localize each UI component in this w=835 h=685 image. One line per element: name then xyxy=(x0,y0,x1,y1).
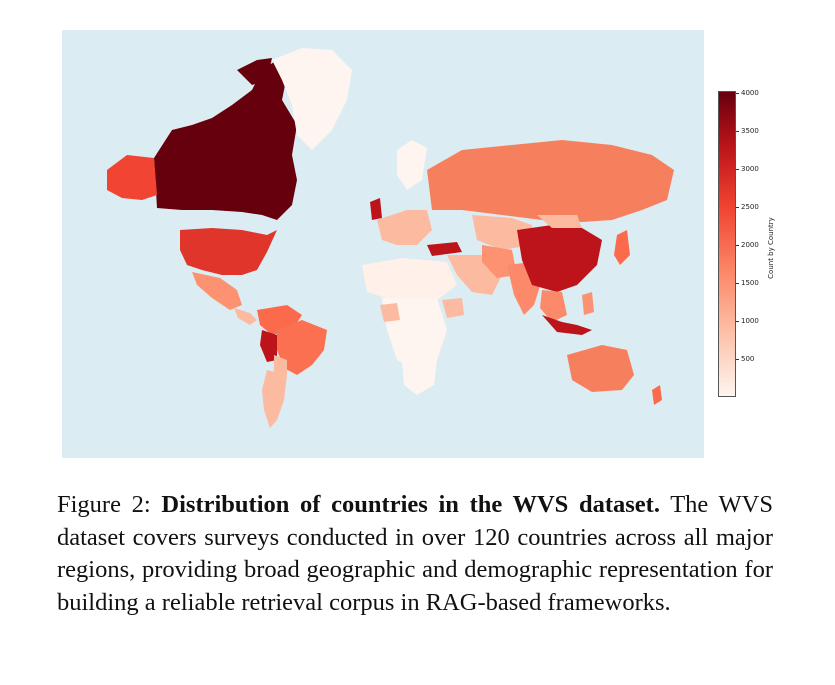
caption-title: Distribution of countries in the WVS dataset. xyxy=(161,491,660,518)
country-turkey xyxy=(427,242,462,256)
country-mexico xyxy=(192,272,242,310)
colorbar-tick: 1500 xyxy=(736,279,759,287)
colorbar-label: Count by Country xyxy=(767,217,775,279)
country-scandinavia xyxy=(397,140,427,190)
caption-body: The WVS dataset covers surveys conducted in over 120 countries across all major regions, providing broad geographic and demographic representation for building a reliable retrieval corpus in RAG-based frameworks. xyxy=(57,491,773,616)
colorbar-tick: 2500 xyxy=(736,203,759,211)
country-ethiopia xyxy=(442,298,464,318)
country-north-africa xyxy=(362,258,457,300)
colorbar-tick: 1000 xyxy=(736,317,759,325)
world-map-panel xyxy=(62,30,704,458)
country-australia xyxy=(567,345,634,392)
caption-prefix: Figure 2: xyxy=(57,491,151,518)
country-japan xyxy=(614,230,630,265)
country-usa xyxy=(180,228,277,275)
country-chile-argentina xyxy=(262,370,287,428)
world-map-svg xyxy=(62,30,704,458)
country-uk xyxy=(370,198,382,220)
country-alaska xyxy=(107,155,157,200)
country-canada xyxy=(154,60,297,220)
colorbar-tick: 2000 xyxy=(736,241,759,249)
country-philippines xyxy=(582,292,594,315)
country-nigeria xyxy=(380,303,400,322)
colorbar xyxy=(718,91,736,397)
country-southern-africa xyxy=(402,360,437,395)
colorbar-tick: 3000 xyxy=(736,165,759,173)
country-europe xyxy=(377,210,432,245)
figure-caption xyxy=(57,489,773,619)
colorbar-tick: 3500 xyxy=(736,127,759,135)
country-indonesia xyxy=(542,315,592,335)
country-mongolia xyxy=(537,215,582,228)
country-central-america xyxy=(234,308,257,325)
country-new-zealand xyxy=(652,385,662,405)
colorbar-tick: 500 xyxy=(736,355,754,363)
colorbar-tick: 4000 xyxy=(736,89,759,97)
country-russia xyxy=(427,140,674,222)
